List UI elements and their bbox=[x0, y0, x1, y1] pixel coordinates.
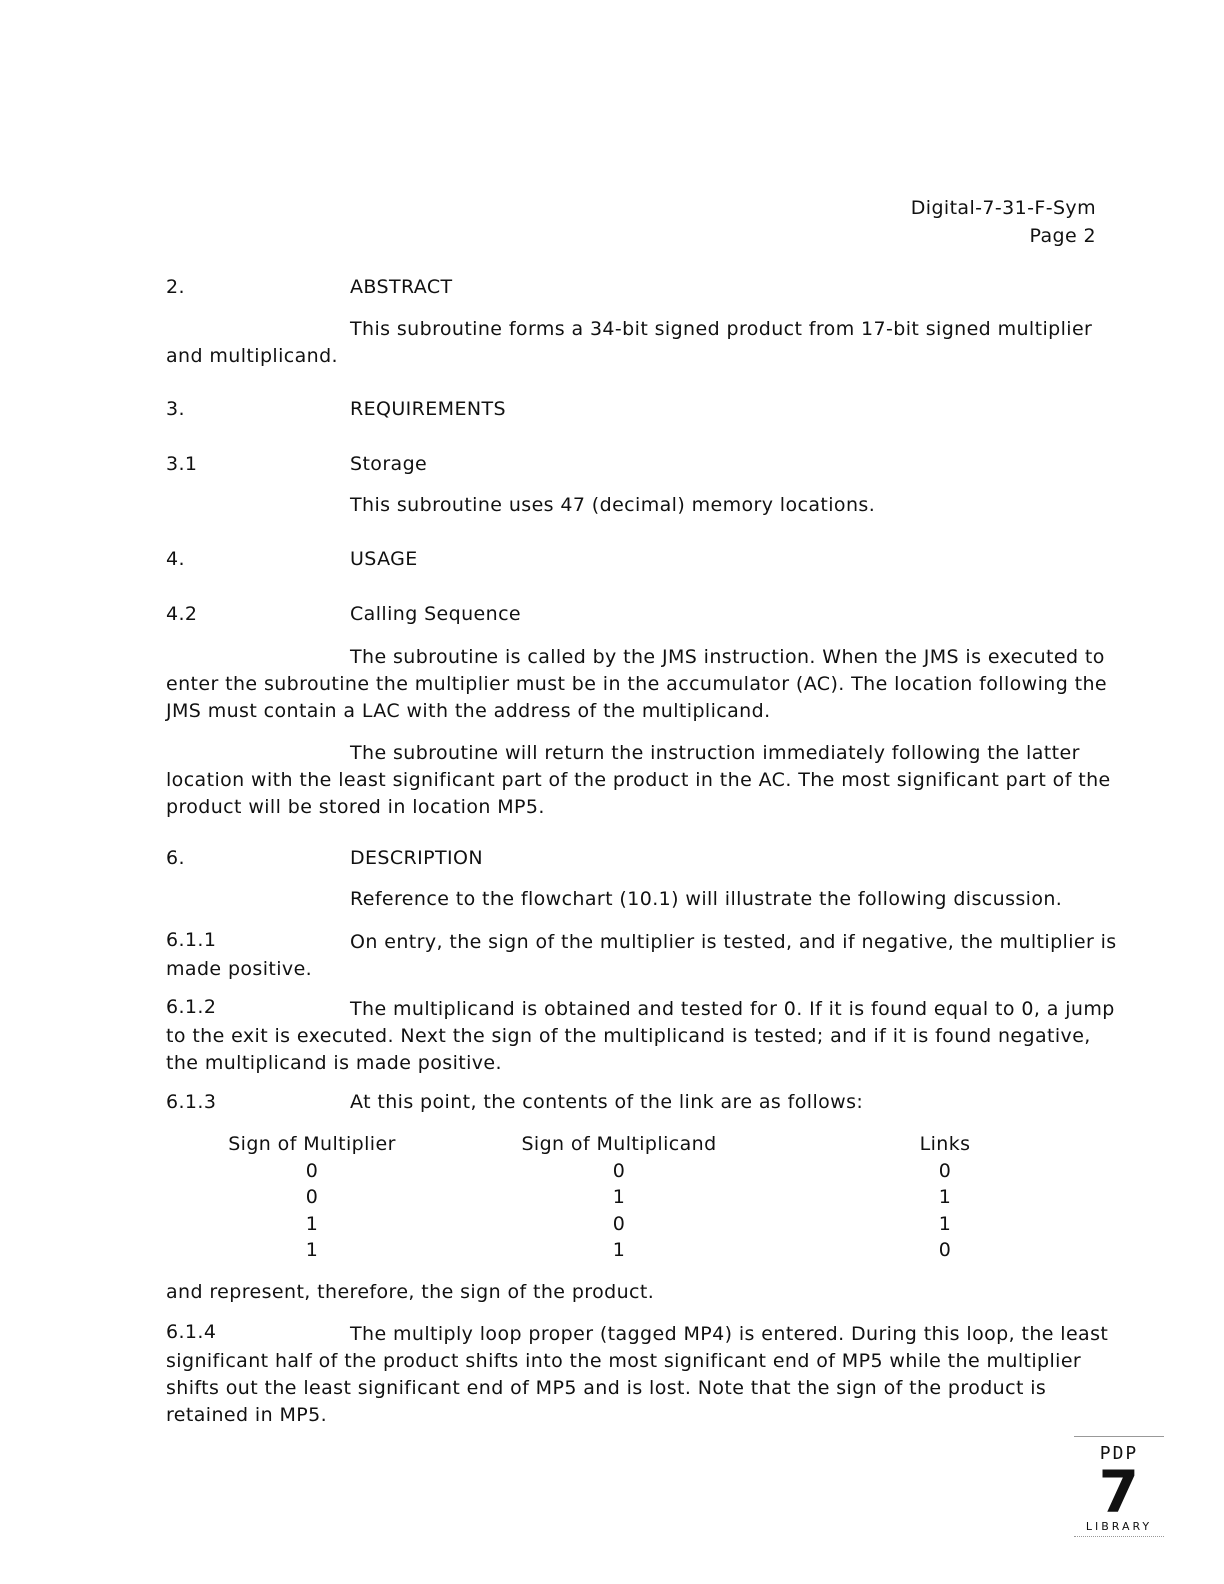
section-number: 2. bbox=[166, 276, 185, 298]
table-cell: 0 bbox=[938, 1239, 952, 1261]
table-cell: 0 bbox=[305, 1159, 319, 1182]
table-cell: 0 bbox=[612, 1212, 626, 1235]
pdp7-library-logo bbox=[1074, 1436, 1164, 1556]
paragraph: Reference to the flowchart (10.1) will illustrate the following discussion. bbox=[350, 888, 1063, 910]
table-cell: 1 bbox=[612, 1186, 626, 1208]
section-number: 3.1 bbox=[166, 453, 198, 475]
section-number: 6. bbox=[166, 847, 185, 869]
paragraph: The multiply loop proper (tagged MP4) is entered. During this loop, the least significant half of the product shifts into the most significant end of MP5 while the multiplier shifts out the least significant end of MP5 and is lost. Note that the sign of the product is retained in MP5. bbox=[166, 1323, 1109, 1426]
section-heading: Storage bbox=[350, 453, 428, 475]
column-header: Sign of Multiplicand bbox=[521, 1133, 717, 1155]
section-heading: DESCRIPTION bbox=[350, 847, 484, 869]
table-cell: 1 bbox=[305, 1239, 319, 1261]
section-number: 4.2 bbox=[166, 603, 198, 625]
table-column bbox=[900, 1131, 990, 1264]
section-number: 6.1.4 bbox=[166, 1321, 217, 1343]
table-column bbox=[508, 1131, 730, 1264]
page-header bbox=[911, 194, 1096, 250]
table-column bbox=[212, 1131, 412, 1264]
paragraph: The subroutine will return the instruction immediately following the latter location with the least significant part of the product in the AC. The most significant part of the product will be stored in location MP5. bbox=[166, 742, 1111, 818]
table-cell: 1 bbox=[305, 1212, 319, 1235]
section-number: 6.1.3 bbox=[166, 1091, 217, 1113]
section-heading: ABSTRACT bbox=[350, 276, 453, 298]
paragraph: The subroutine is called by the JMS instruction. When the JMS is executed to enter the subroutine the multiplier must be in the accumulator (AC). The location following the JMS must contain a LAC with the address of the multiplicand. bbox=[166, 646, 1108, 722]
section-number: 4. bbox=[166, 548, 185, 570]
logo-library-text: LIBRARY bbox=[1074, 1520, 1164, 1537]
paragraph: This subroutine forms a 34-bit signed product from 17-bit signed multiplier and multiplicand. bbox=[166, 318, 1093, 367]
page-number: Page 2 bbox=[1029, 225, 1096, 247]
logo-pdp-text: PDP bbox=[1074, 1436, 1164, 1464]
table-cell: 0 bbox=[938, 1159, 952, 1182]
paragraph: This subroutine uses 47 (decimal) memory locations. bbox=[350, 494, 876, 516]
section-heading: Calling Sequence bbox=[350, 603, 522, 625]
section-number: 6.1.1 bbox=[166, 929, 217, 951]
paragraph: The multiplicand is obtained and tested for 0. If it is found equal to 0, a jump to the exit is executed. Next the sign of the multiplicand is tested; and if it is found negative, the multiplicand is made positive. bbox=[166, 998, 1115, 1074]
paragraph: On entry, the sign of the multiplier is tested, and if negative, the multiplier is made positive. bbox=[166, 931, 1117, 980]
section-heading: USAGE bbox=[350, 548, 418, 570]
document-id: Digital-7-31-F-Sym bbox=[910, 197, 1096, 219]
column-header: Sign of Multiplier bbox=[228, 1133, 396, 1155]
table-cell: 1 bbox=[612, 1239, 626, 1261]
paragraph: and represent, therefore, the sign of the product. bbox=[166, 1281, 655, 1303]
paragraph: At this point, the contents of the link are as follows: bbox=[350, 1091, 864, 1113]
table-cell: 0 bbox=[612, 1159, 626, 1182]
logo-seven-text: 7 bbox=[1098, 1458, 1140, 1526]
section-heading: REQUIREMENTS bbox=[350, 398, 506, 420]
column-header: Links bbox=[919, 1133, 971, 1155]
section-number: 6.1.2 bbox=[166, 996, 217, 1018]
table-cell: 1 bbox=[938, 1212, 952, 1235]
table-cell: 1 bbox=[938, 1186, 952, 1208]
table-cell: 0 bbox=[305, 1186, 319, 1208]
section-number: 3. bbox=[166, 398, 185, 420]
